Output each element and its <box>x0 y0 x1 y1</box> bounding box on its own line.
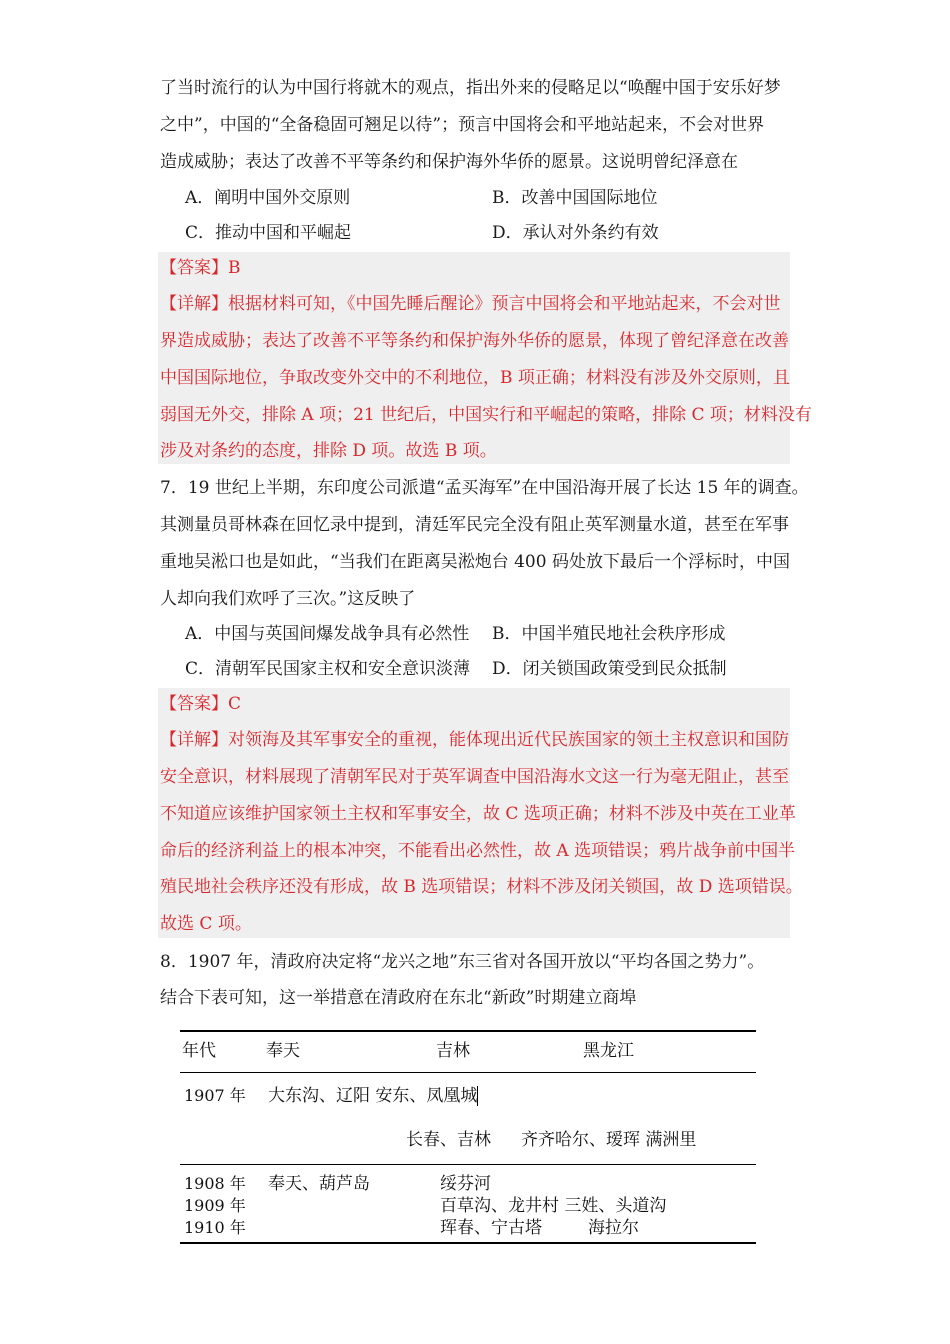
table-bottom-rule <box>180 1242 756 1244</box>
q7-answer: 【答案】C <box>160 694 242 714</box>
q7-detail-line: 命后的经济利益上的根本冲突，不能看出必然性，故 A 选项错误；鸦片战争前中国半 <box>160 841 796 861</box>
table-cell-jilin-1907: 长春、吉林 <box>406 1130 491 1150</box>
ports-table <box>180 1030 756 1245</box>
table-header-jilin: 吉林 <box>436 1041 470 1061</box>
q6-option-c: C．推动中国和平崛起 <box>185 223 352 243</box>
q7-option-c: C．清朝军民国家主权和安全意识淡薄 <box>185 659 471 679</box>
table-cell-fengtian-1908: 奉天、葫芦岛 <box>268 1174 370 1194</box>
q6-detail-line: 中国国际地位，争取改变外交中的不利地位，B 项正确；材料没有涉及外交原则，且 <box>160 368 790 388</box>
q6-text-line: 造成威胁；表达了改善不平等条约和保护海外华侨的愿景。这说明曾纪泽意在 <box>160 152 738 172</box>
q6-text-line: 之中”，中国的“全备稳固可翘足以待”；预言中国将会和平地站起来，不会对世界 <box>160 115 765 135</box>
q8-text-line: 8．1907 年，清政府决定将“龙兴之地”东三省对各国开放以“平均各国之势力”。 <box>160 952 765 972</box>
fengtian-1907-text: 大东沟、辽阳 安东、凤凰城 <box>268 1086 478 1106</box>
q7-detail-line: 殖民地社会秩序还没有形成，故 B 选项错误；材料不涉及闭关锁国，故 D 选项错误。 <box>160 877 803 897</box>
q6-detail-line: 界造成威胁；表达了改善不平等条约和保护海外华侨的愿景，体现了曾纪泽意在改善 <box>160 331 789 351</box>
q7-text-line: 7．19 世纪上半期，东印度公司派遣“孟买海军”在中国沿海开展了长达 15 年的调查。 <box>160 478 809 498</box>
q6-detail-line: 【详解】根据材料可知，《中国先睡后醒论》预言中国将会和平地站起来，不会对世 <box>160 294 781 314</box>
table-header-year: 年代 <box>182 1041 216 1061</box>
q7-text-line: 其测量员哥林森在回忆录中提到，清廷军民完全没有阻止英军测量水道，甚至在军事 <box>160 515 789 535</box>
q7-text-line: 重地吴淞口也是如此，“当我们在距离吴淞炮台 400 码处放下最后一个浮标时，中国 <box>160 552 790 572</box>
table-cell-fengtian-1907 <box>268 1086 478 1106</box>
q6-detail-line: 弱国无外交，排除 A 项；21 世纪后，中国实行和平崛起的策略，排除 C 项；材料没有 <box>160 405 812 425</box>
table-cell-jilin-1909: 百草沟、龙井村 三姓、头道沟 <box>440 1196 667 1216</box>
q7-detail-line: 【详解】对领海及其军事安全的重视，能体现出近代民族国家的领土主权意识和国防 <box>160 730 789 750</box>
q6-option-a: A．阐明中国外交原则 <box>185 188 351 208</box>
q8-text-line: 结合下表可知，这一举措意在清政府在东北“新政”时期建立商埠 <box>160 988 637 1008</box>
table-year-1909: 1909 年 <box>184 1196 246 1215</box>
q7-option-d: D．闭关锁国政策受到民众抵制 <box>492 659 727 679</box>
table-header-heilongjiang: 黑龙江 <box>583 1041 634 1061</box>
q6-answer-block <box>158 252 812 464</box>
q7-detail-line: 不知道应该维护国家领土主权和军事安全，故 C 选项正确；材料不涉及中英在工业革 <box>160 804 796 824</box>
table-header-fengtian: 奉天 <box>266 1041 300 1061</box>
table-cell-jilin-1910: 珲春、宁古塔 <box>440 1218 542 1238</box>
q6-detail-line: 涉及对条约的态度，排除 D 项。故选 B 项。 <box>160 441 497 461</box>
table-year-1907: 1907 年 <box>184 1086 246 1105</box>
table-top-rule <box>180 1030 756 1032</box>
q7-text-line: 人却向我们欢呼了三次。”这反映了 <box>160 589 416 609</box>
table-cell-jilin-1908: 绥芬河 <box>440 1174 491 1194</box>
table-header-rule <box>180 1072 756 1073</box>
q7-detail-line: 安全意识，材料展现了清朝军民对于英军调查中国沿海水文这一行为毫无阻止，甚至 <box>160 767 789 787</box>
q7-option-b: B．中国半殖民地社会秩序形成 <box>492 624 726 644</box>
q7-detail-line: 故选 C 项。 <box>160 914 252 934</box>
q6-text-line: 了当时流行的认为中国行将就木的观点，指出外来的侵略足以“唤醒中国于安乐好梦 <box>160 78 781 98</box>
q6-answer: 【答案】B <box>160 258 241 278</box>
table-cell-heilongjiang-1907: 齐齐哈尔、瑷珲 满洲里 <box>521 1130 697 1150</box>
table-year-1910: 1910 年 <box>184 1218 246 1237</box>
q6-option-d: D．承认对外条约有效 <box>492 223 659 243</box>
text-cursor <box>477 1086 478 1106</box>
table-year-1908: 1908 年 <box>184 1174 246 1193</box>
table-cell-heilongjiang-1910: 海拉尔 <box>588 1218 639 1238</box>
q6-option-b: B．改善中国国际地位 <box>492 188 658 208</box>
q7-answer-block <box>158 688 803 938</box>
table-middle-rule <box>180 1164 756 1165</box>
q7-option-a: A．中国与英国间爆发战争具有必然性 <box>185 624 470 644</box>
